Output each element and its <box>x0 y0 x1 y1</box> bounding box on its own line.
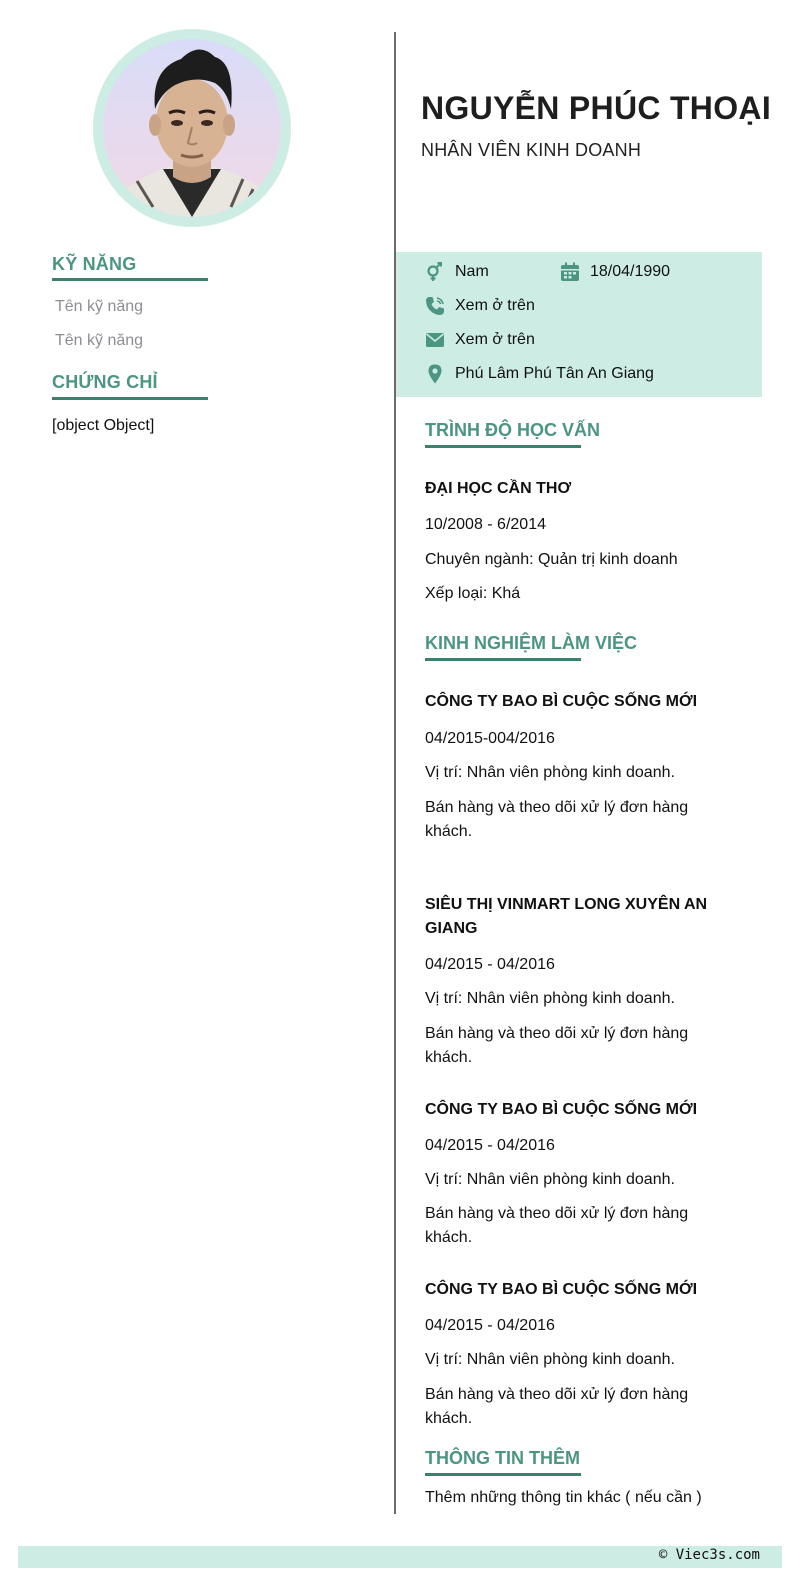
education-heading: TRÌNH ĐỘ HỌC VẤN <box>425 420 600 440</box>
education-period: 10/2008 - 6/2014 <box>425 516 546 533</box>
calendar-icon <box>560 262 580 282</box>
experience-company: CÔNG TY BAO BÌ CUỘC SỐNG MỚI <box>425 1281 698 1298</box>
skills-heading-rule <box>52 278 208 281</box>
footer-credit: © Viec3s.com <box>658 1547 760 1563</box>
experience-period: 04/2015 - 04/2016 <box>425 1317 555 1334</box>
certificates-heading-rule <box>52 397 208 400</box>
experience-position: Vị trí: Nhân viên phòng kinh doanh. <box>425 990 675 1007</box>
right-column <box>396 0 800 1540</box>
experience-heading: KINH NGHIỆM LÀM VIỆC <box>425 633 638 653</box>
contact-address <box>425 364 654 384</box>
gender-icon <box>425 262 445 282</box>
skill-item: Tên kỹ năng <box>55 332 144 349</box>
phone-icon <box>425 296 445 316</box>
avatar-photo-icon <box>103 39 281 217</box>
envelope-icon <box>425 330 445 350</box>
skills-heading: KỸ NĂNG <box>52 254 137 274</box>
experience-position: Vị trí: Nhân viên phòng kinh doanh. <box>425 764 675 781</box>
footer-bar <box>18 1546 782 1568</box>
contact-email <box>425 330 535 350</box>
experience-period: 04/2015 - 04/2016 <box>425 956 555 973</box>
contact-email-value: Xem ở trên <box>455 331 535 348</box>
certificates-text: [object Object] <box>52 417 155 434</box>
avatar-frame <box>93 29 291 227</box>
avatar <box>103 39 281 217</box>
experience-position: Vị trí: Nhân viên phòng kinh doanh. <box>425 1351 675 1368</box>
experience-description: Bán hàng và theo dõi xử lý đơn hàng khách. <box>425 799 689 840</box>
experience-description: Bán hàng và theo dõi xử lý đơn hàng khách. <box>425 1025 689 1066</box>
experience-company: SIÊU THỊ VINMART LONG XUYÊN AN GIANG <box>425 896 708 937</box>
contact-birthdate <box>560 262 670 282</box>
additional-heading: THÔNG TIN THÊM <box>425 1448 580 1468</box>
experience-company: CÔNG TY BAO BÌ CUỘC SỐNG MỚI <box>425 693 698 710</box>
additional-text: Thêm những thông tin khác ( nếu cần ) <box>425 1489 702 1506</box>
contact-phone <box>425 296 535 316</box>
location-pin-icon <box>425 364 445 384</box>
contact-phone-value: Xem ở trên <box>455 297 535 314</box>
contact-panel <box>396 252 762 397</box>
contact-gender <box>425 262 489 282</box>
additional-heading-rule <box>425 1473 581 1476</box>
profile-name: NGUYỄN PHÚC THOẠI <box>421 90 772 126</box>
contact-address-value: Phú Lâm Phú Tân An Giang <box>455 365 654 382</box>
education-school: ĐẠI HỌC CẦN THƠ <box>425 480 572 497</box>
education-heading-rule <box>425 445 581 448</box>
contact-gender-value: Nam <box>455 263 489 280</box>
experience-heading-rule <box>425 658 581 661</box>
education-grade: Xếp loại: Khá <box>425 585 521 602</box>
experience-position: Vị trí: Nhân viên phòng kinh doanh. <box>425 1171 675 1188</box>
experience-description: Bán hàng và theo dõi xử lý đơn hàng khách. <box>425 1386 689 1427</box>
experience-period: 04/2015-004/2016 <box>425 730 555 747</box>
experience-company: CÔNG TY BAO BÌ CUỘC SỐNG MỚI <box>425 1101 698 1118</box>
profile-title: NHÂN VIÊN KINH DOANH <box>421 140 642 160</box>
experience-period: 04/2015 - 04/2016 <box>425 1137 555 1154</box>
education-major: Chuyên ngành: Quản trị kinh doanh <box>425 551 678 568</box>
left-column <box>0 0 395 1540</box>
skill-item: Tên kỹ năng <box>55 298 144 315</box>
experience-description: Bán hàng và theo dõi xử lý đơn hàng khách. <box>425 1205 689 1246</box>
certificates-heading: CHỨNG CHỈ <box>52 372 158 392</box>
contact-birthdate-value: 18/04/1990 <box>590 263 671 280</box>
